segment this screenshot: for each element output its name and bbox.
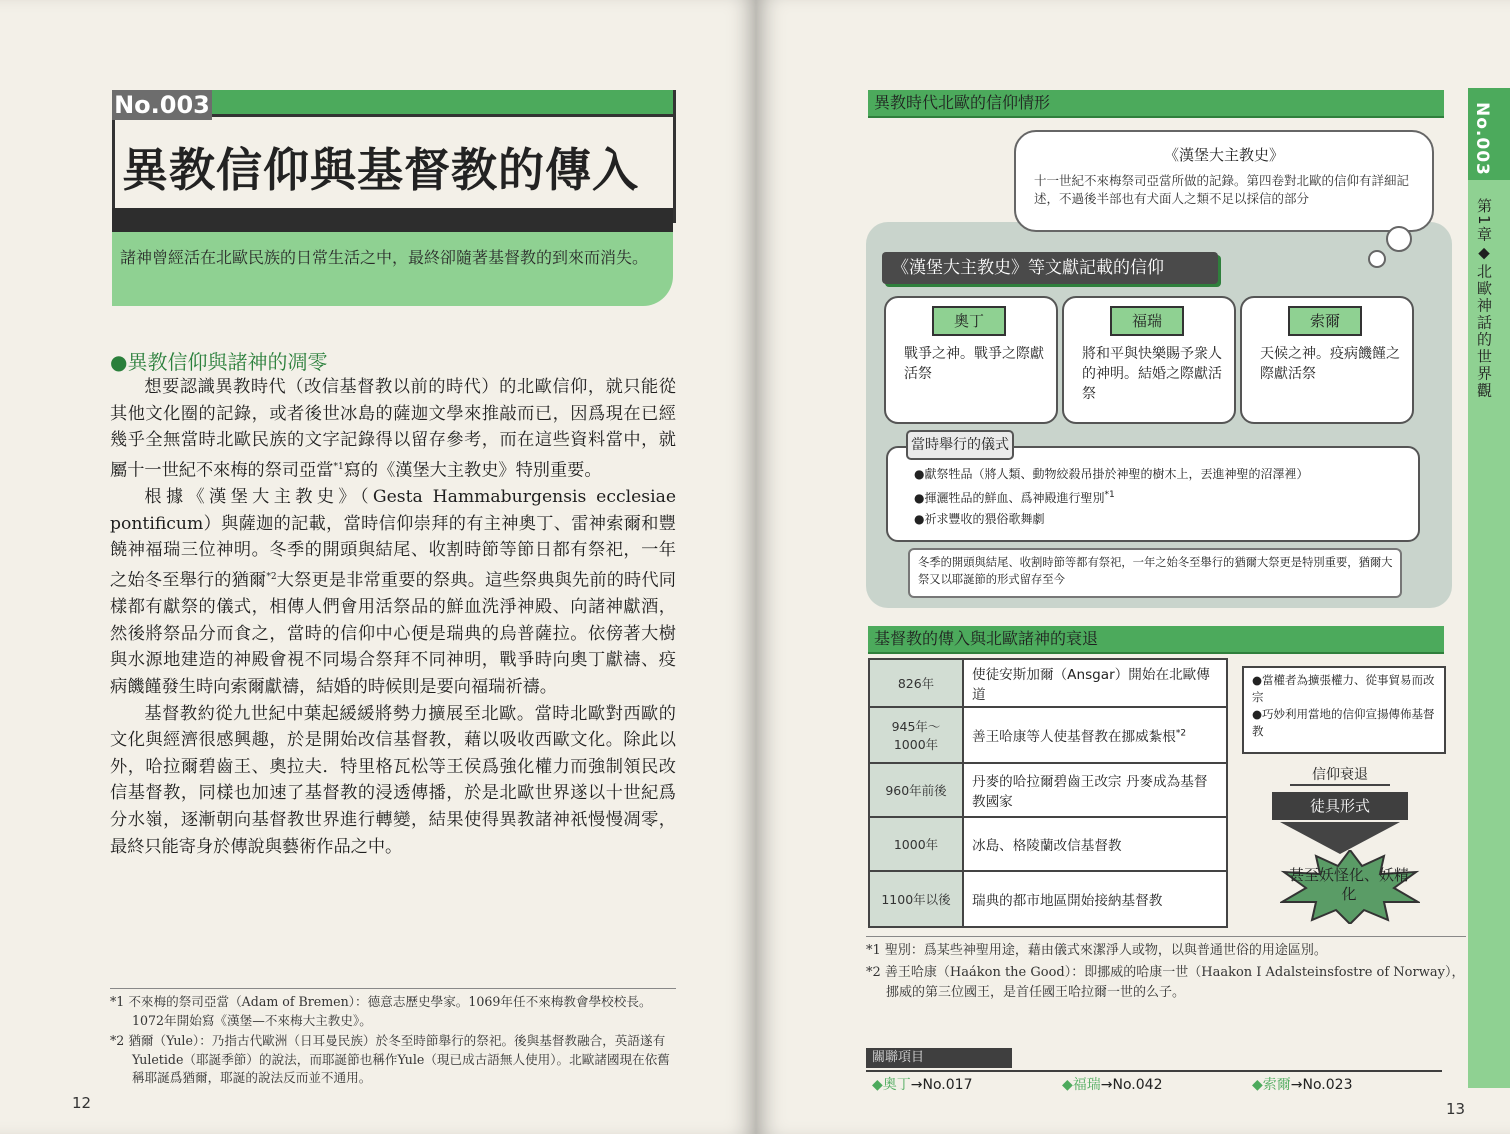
- panel-heading: 《漢堡大主教史》等文獻記載的信仰: [882, 252, 1218, 284]
- ritual-item: ●獻祭牲品（將人類、動物絞殺吊掛於神聖的樹木上，丟進神聖的沼澤裡）: [914, 467, 1309, 481]
- paragraph-3: 基督教約從九世紀中葉起緩緩將勢力擴展至北歐。當時北歐對西歐的文化與經濟很感興趣，於是開始改信基督教，藉以吸收西歐文化。除此以外，哈拉爾碧齒王、奧拉夫．特里格瓦松等王侯爲強化權力而強制領民改信基督教，同樣也加速了基督教的浸透傳播，於是北歐世界遂以十世紀爲分水嶺，逐漸朝向基督教世界進行轉變，結果使得異教諸神祇慢慢凋零，最終只能寄身於傳說與藝術作品之中。: [110, 703, 676, 857]
- related-divider: [866, 1070, 1442, 1072]
- god-desc-odin: 戰爭之神。戰爭之際獻活祭: [904, 346, 1044, 382]
- summary-text: 諸神曾經活在北歐民族的日常生活之中，最終卻隨著基督教的到來而消失。: [120, 248, 649, 267]
- timeline-event: 丹麥的哈拉爾碧齒王改宗 丹麥成為基督教國家: [963, 763, 1227, 817]
- god-desc-freyr: 將和平與快樂賜予衆人的神明。結婚之際獻活祭: [1082, 346, 1222, 402]
- related-odin[interactable]: ◆奧丁→No.017: [872, 1077, 973, 1093]
- footnote-1: *1 不來梅的祭司亞當（Adam of Bremen）：德意志歷史學家。1069年任不來梅教會學校校長。1072年開始寫《漢堡—不來梅大主教史》。: [110, 994, 652, 1028]
- timeline-year: 1100年以後: [869, 871, 963, 927]
- paragraph-2: 根據《漢堡大主教史》（Gesta Hammaburgensis ecclesiae pontificum）與薩迦的記載，當時信仰崇拜的有主神奧丁、雷神索爾和豐饒神福瑞三位神明。冬季的開頭與結尾、收割時節等節日都有祭祀，一年之始冬至舉行的猶爾$^{*2}$大祭更是非常重要的祭典。這些祭典與先前的時代同樣都有獻祭的儀式，相傳人們會用活祭品的鮮血洗淨神殿、向諸神獻酒，然後將祭品分而食之，當時的信仰中心便是瑞典的烏普薩拉。依傍著大樹與水源地建造的神殿會視不同場合祭拜不同神明，戰爭時向奧丁獻禱、疫病饑饉發生時向索爾獻禱，結婚的時候則是要向福瑞祈禱。: [110, 487, 676, 697]
- sidebar-chapter: 第1章◆北歐神話的世界觀: [1475, 198, 1493, 400]
- god-label-odin: 奧丁: [932, 306, 1006, 336]
- sidebar-number: No.003: [1472, 102, 1492, 176]
- body-text: [110, 374, 676, 860]
- footnote-2: *2 善王哈康（Haákon the Good）：即挪威的哈康一世（Haakon I Adalsteinsfostre of Norway），挪威的第三位國王，是首任國王哈拉爾一世的么子。: [866, 965, 1465, 1000]
- paragraph-1: 想要認識異教時代（改信基督教以前的時代）的北歐信仰，就只能從其他文化圈的記錄，或者後世冰島的薩迦文學來推敲而已，因爲現在已經幾乎全無當時北歐民族的文字記錄得以留存參考，而在這些資料當中，就屬十一世紀不來梅的祭司亞當$^{*1}$寫的《漢堡大主教史》特別重要。: [110, 377, 676, 481]
- timeline-event: 冰島、格陵蘭改信基督教: [963, 817, 1227, 871]
- god-label-freyr: 福瑞: [1110, 306, 1184, 336]
- timeline-year: 826年: [869, 659, 963, 707]
- timeline-event: 瑞典的都市地區開始接納基督教: [963, 871, 1227, 927]
- related-heading: 關聯項目: [866, 1048, 1012, 1068]
- rituals-heading: 當時舉行的儀式: [906, 430, 1014, 460]
- result-label: 甚至妖怪化、妖精化: [1288, 866, 1409, 903]
- footnote-mark-1: *1: [333, 461, 344, 472]
- timeline-table: [868, 658, 1228, 928]
- related-freyr[interactable]: ◆福瑞→No.042: [1062, 1077, 1163, 1093]
- reasons-list: [1252, 672, 1438, 740]
- table-row: [869, 707, 1227, 763]
- footnotes-left: [110, 988, 676, 1090]
- section-heading: ●異教信仰與諸神的凋零: [110, 350, 328, 374]
- page-number-right: 13: [1446, 1100, 1466, 1118]
- related-thor[interactable]: ◆索爾→No.023: [1252, 1077, 1353, 1093]
- section1-title: 異教時代北歐的信仰情形: [868, 90, 1444, 118]
- right-page: [756, 0, 1510, 1134]
- page-title: 異教信仰與基督教的傳入: [122, 143, 639, 197]
- form-label: 徒具形式: [1272, 792, 1408, 820]
- table-row: [869, 871, 1227, 927]
- timeline-year: 945年～1000年: [869, 707, 963, 763]
- table-row: [869, 659, 1227, 707]
- cloud-bubble-large: [1386, 226, 1412, 252]
- footnote-1: *1 聖別：爲某些神聖用途，藉由儀式來潔淨人或物，以與普通世俗的用途區別。: [866, 943, 1327, 958]
- ritual-item: ●祈求豐收的猥俗歌舞劇: [914, 512, 1045, 526]
- table-row: [869, 817, 1227, 871]
- cloud-bubble-small: [1368, 250, 1386, 268]
- cloud-title: 《漢堡大主教史》: [1163, 146, 1284, 164]
- table-row: [869, 763, 1227, 817]
- footnote-2: *2 猶爾（Yule）：乃指古代歐洲（日耳曼民族）於冬至時節舉行的祭祀。後與基督教融合，英語遂有Yuletide（耶誕季節）的說法，而耶誕節也稱作Yule（現已成古語無人使用）。北歐諸國現在依舊稱耶誕爲猶爾，耶誕的說法反而並不通用。: [110, 1033, 670, 1086]
- footnotes-right: [866, 936, 1466, 1005]
- ritual-footnote-mark: *1: [1104, 490, 1115, 500]
- timeline-year: 960年前後: [869, 763, 963, 817]
- timeline-event: 使徒安斯加爾（Ansgar）開始在北歐傳道: [963, 659, 1227, 707]
- timeline-event: 善王哈康等人使基督教在挪威紮根$^{*2}$: [963, 707, 1227, 763]
- cloud-body: 十一世紀不來梅祭司亞當所做的記錄。第四卷對北歐的信仰有詳細記述，不過後半部也有犬面人之類不足以採信的部分: [1034, 173, 1410, 206]
- reason-item: ●當權者為擴張權力、從事貿易而改宗: [1252, 673, 1435, 704]
- title-green-bar: [212, 90, 673, 117]
- timeline-footnote-mark: *2: [1175, 728, 1187, 739]
- reason-item: ●巧妙利用當地的信仰宣揚傳佈基督教: [1252, 707, 1435, 738]
- god-desc-thor: 天候之神。疫病饑饉之際獻活祭: [1260, 346, 1400, 382]
- rituals-list: [914, 464, 1414, 530]
- ritual-item: ●揮灑牲品的鮮血、爲神殿進行聖別$^{*1}$: [914, 490, 1115, 505]
- entry-number: No.003: [112, 90, 212, 120]
- title-black-bar: [112, 208, 673, 232]
- festival-note: 冬季的開頭與結尾、收割時節等都有祭祀，一年之始冬至舉行的猶爾大祭更是特別重要，猶爾大祭又以耶誕節的形式留存至今: [918, 556, 1393, 586]
- page-number-left: 12: [72, 1094, 92, 1112]
- section2-title: 基督教的傳入與北歐諸神的衰退: [868, 626, 1444, 654]
- timeline-year: 1000年: [869, 817, 963, 871]
- decline-label: 信仰衰退: [1290, 764, 1390, 786]
- footnote-mark-2: *2: [266, 571, 277, 582]
- god-label-thor: 索爾: [1288, 306, 1362, 336]
